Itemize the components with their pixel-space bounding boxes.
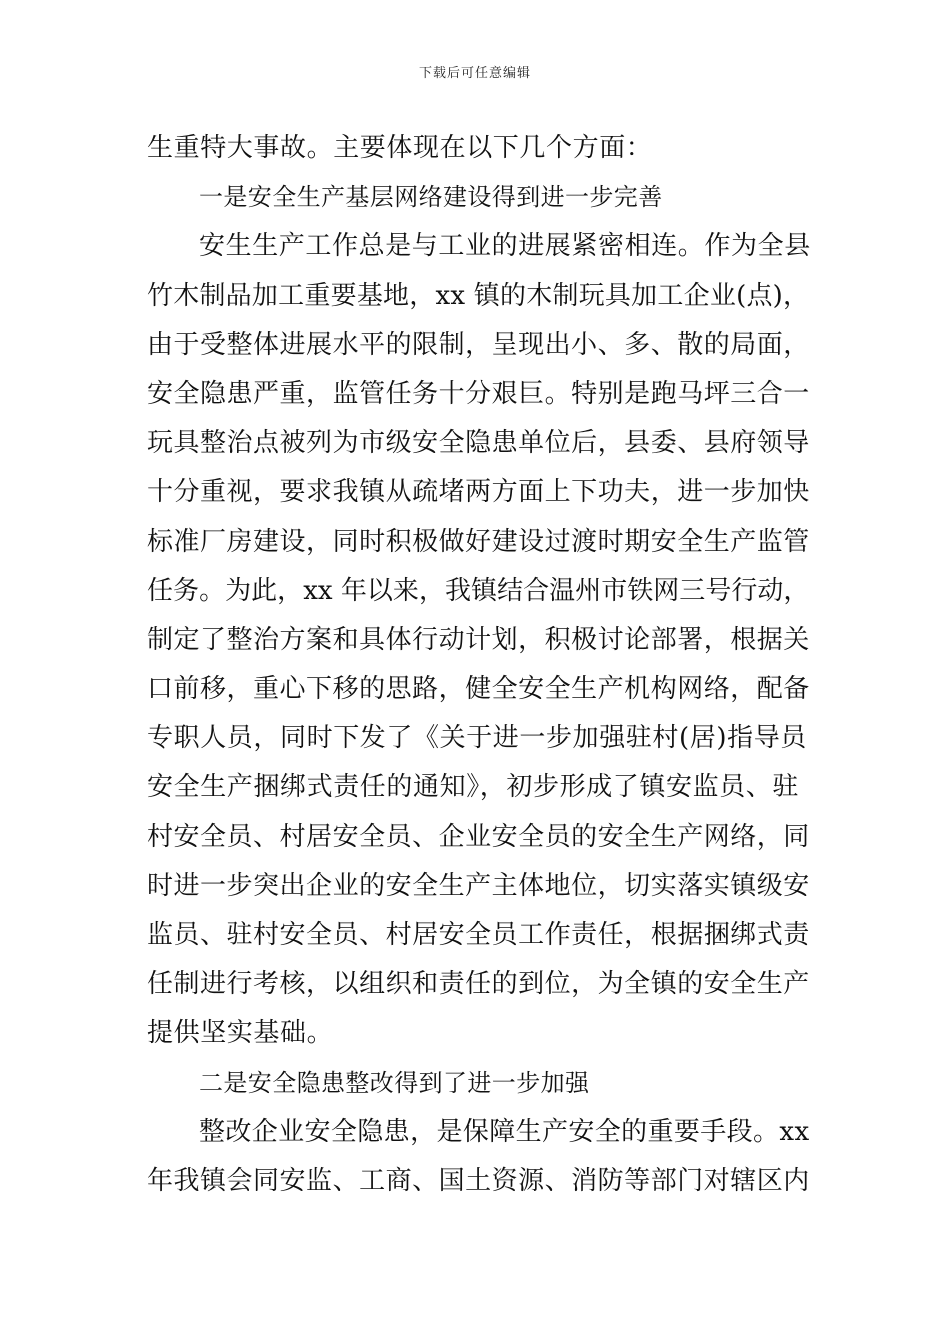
text-line: 安全隐患严重，监管任务十分艰巨。特别是跑马坪三合一 xyxy=(147,378,810,409)
text-line: 安生生产工作总是与工业的进展紧密相连。作为全县 xyxy=(199,231,811,262)
text-line: 竹木制品加工重要基地，xx 镇的木制玩具加工企业(点)， xyxy=(147,280,810,311)
text-line: 制定了整治方案和具体行动计划，积极讨论部署，根据关 xyxy=(147,624,810,655)
text-line: 监员、驻村安全员、村居安全员工作责任，根据捆绑式责 xyxy=(147,920,810,950)
text-line: 提供坚实基础。 xyxy=(147,1018,334,1049)
text-line: 十分重视，要求我镇从疏堵两方面上下功夫，进一步加快 xyxy=(147,477,810,508)
section-heading: 一是安全生产基层网络建设得到进一步完善 xyxy=(199,183,663,212)
text-line: 任制进行考核，以组织和责任的到位，为全镇的安全生产 xyxy=(147,969,810,1000)
text-line: 玩具整治点被列为市级安全隐患单位后，县委、县府领导 xyxy=(147,428,810,459)
document-body xyxy=(147,124,811,1206)
text-line: 口前移，重心下移的思路，健全安全生产机构网络，配备 xyxy=(147,674,810,705)
page-header: 下载后可任意编辑 xyxy=(418,66,531,81)
text-line: 标准厂房建设，同时积极做好建设过渡时期安全生产监管 xyxy=(147,526,810,557)
text-line: 任务。为此，xx 年以来，我镇结合温州市铁网三号行动， xyxy=(147,575,810,606)
section-heading: 二是安全隐患整改得到了进一步加强 xyxy=(199,1068,590,1097)
text-line: 年我镇会同安监、工商、国土资源、消防等部门对辖区内 xyxy=(147,1165,810,1196)
text-line: 村安全员、村居安全员、企业安全员的安全生产网络，同 xyxy=(147,821,810,852)
text-line: 安全生产捆绑式责任的通知》，初步形成了镇安监员、驻 xyxy=(147,772,800,803)
text-line: 整改企业安全隐患，是保障生产安全的重要手段。xx xyxy=(199,1116,810,1147)
text-line: 专职人员，同时下发了《关于进一步加强驻村(居)指导员 xyxy=(147,723,807,754)
text-line: 由于受整体进展水平的限制，呈现出小、多、散的局面， xyxy=(147,329,810,360)
text-line: 生重特大事故。主要体现在以下几个方面： xyxy=(147,133,653,163)
text-line: 时进一步突出企业的安全生产主体地位，切实落实镇级安 xyxy=(147,870,810,901)
